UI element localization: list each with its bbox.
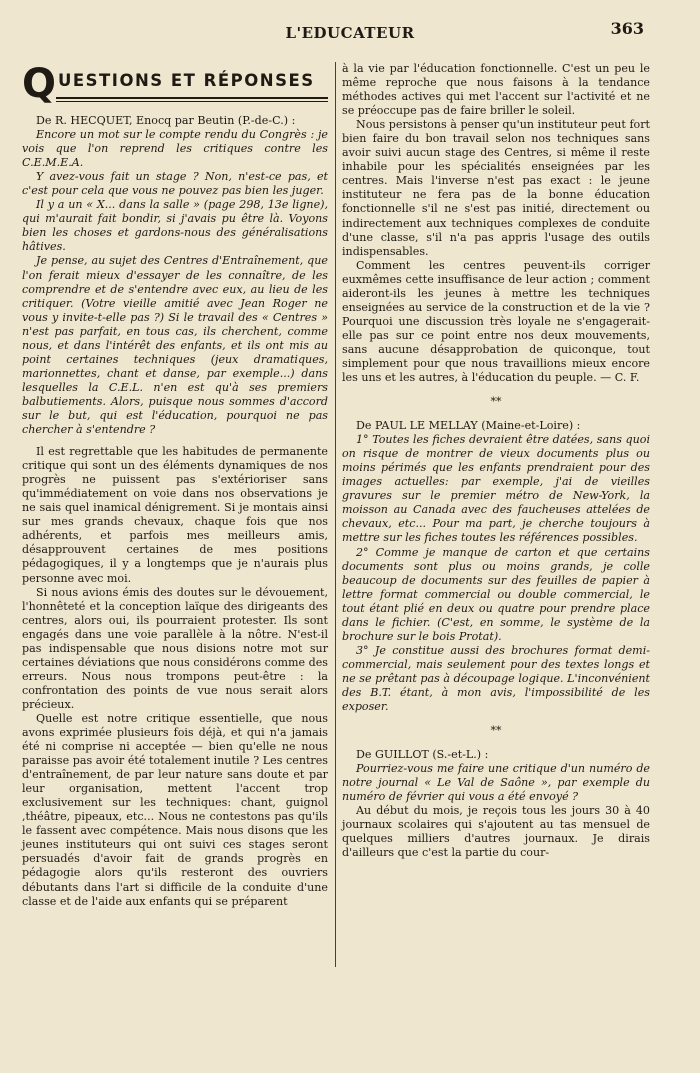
reply-paragraph: Si nous avions émis des doutes sur le dévouement, l'honnêteté et la conception laïque des dirigeants des centres, alors oui, ils pourraient protester. Ils sont engagés dans une voie parallèle à la nôtre. N'est-il pas indispensable que nous disions notre mot sur certaines déviations que nous considérons comme des erreurs. Nous nous trompons peut-être : la confrontation des points de vue nous serait alors précieux. <box>22 585 328 711</box>
page-number: 363 <box>610 19 644 38</box>
section-separator: ** <box>490 724 502 738</box>
reply-paragraph: à la vie par l'éducation fonctionnelle. C'est un peu le même reproche que nous faisons à la tendance méthodes actives qui met l'accent sur l'activité et ne se préoccupe pas de faire briller le soleil. <box>342 62 650 118</box>
left-column <box>22 62 328 909</box>
letter-hecquet-paragraph: Il y a un « X... dans la salle » (page 298, 13e ligne), qui m'aurait fait bondir, si j'avais pu être là. Voyons bien les choses et gardons-nous des généralisations hâtives. <box>22 198 328 254</box>
section-heading <box>22 62 328 108</box>
paragraph-gap <box>22 437 328 445</box>
heading-rule <box>56 97 328 99</box>
section-separator: ** <box>490 395 502 409</box>
right-column <box>342 62 650 860</box>
heading-rule-thin <box>56 101 328 102</box>
column-divider <box>335 62 336 967</box>
reply-paragraph: Nous persistons à penser qu'un instituteur peut fort bien faire du bon travail selon nos techniques sans avoir suivi aucun stage des Centres, si même il reste inhabile pour les spécialités enseignées par les centres. Mais l'inverse n'est pas exact : le jeune instituteur ne fera pas de la bonne éducation fonctionnelle s'il ne s'est pas initié, directement ou indirectement aux techniques complexes de conduite d'une classe, s'il n'a pas appris l'usage des outils indispensables. <box>342 118 650 258</box>
letter-mellay-paragraph: 2° Comme je manque de carton et que certains documents sont plus ou moins grands, je colle beaucoup de documents sur des feuilles de papier à lettre format commercial ou double commercial, le tout étant plié en deux ou quatre pour prendre place dans le fichier. (C'est, en somme, le système de la brochure sur le bois Protat). <box>342 545 650 643</box>
letter-hecquet-paragraph: Y avez-vous fait un stage ? Non, n'est-ce pas, et c'est pour cela que vous ne pouvez pas bien les juger. <box>22 170 328 198</box>
reply-paragraph: Au début du mois, je reçois tous les jours 30 à 40 journaux scolaires qui s'ajoutent au tas mensuel de quelques milliers d'autres journaux. Je dirais d'ailleurs que c'est la partie du cour- <box>342 804 650 860</box>
heading-text: UESTIONS ET RÉPONSES <box>58 71 315 90</box>
letter-guillot-paragraph: Pourriez-vous me faire une critique d'un numéro de notre journal « Le Val de Saône », par exemple du numéro de février qui vous a été envoyé ? <box>342 762 650 804</box>
journal-title: L'EDUCATEUR <box>285 24 415 42</box>
letter-mellay-paragraph: 1° Toutes les fiches devraient être datées, sans quoi on risque de montrer de vieux documents plus ou moins périmés que les enfants prendraient pour des images actuelles: par exemple, j'ai de vieilles gravures sur le premier métro de New-York, la moisson au Canada avec des faucheuses attelées de chevaux, etc... Pour ma part, je cherche toujours à mettre sur les fiches toutes les références possibles. <box>342 433 650 545</box>
letter-hecquet-paragraph: Encore un mot sur le compte rendu du Congrès : je vois que l'on reprend les critiques contre les C.E.M.E.A. <box>22 128 328 170</box>
reply-paragraph: Comment les centres peuvent-ils corriger euxmêmes cette insuffisance de leur action ; comment aideront-ils les jeunes à mettre les techniques enseignées au service de la construction et de la vie ? Pourquoi une discussion très loyale ne s'engagerait-elle pas sur ce point entre nos deux mouvements, sans aucune désapprobation de quiconque, tout simplement pour que nous travaillions mieux encore les uns et les autres, à l'éducation du peuple. — C. F. <box>342 258 650 385</box>
letter-hecquet-paragraph: Je pense, au sujet des Centres d'Entraînement, que l'on ferait mieux d'essayer de les connaître, de les comprendre et de s'entendre avec eux, au lieu de les critiquer. (Votre vieille amitié avec Jean Roger ne vous y invite-t-elle pas ?) Si le travail des « Centres » n'est pas parfait, en tous cas, ils cherchent, comme nous, et dans l'intérêt des enfants, et ils ont mis au point certaines techniques (jeux dramatiques, marionnettes, chant et danse, par exemple...) dans lesquelles la C.E.L. n'en est qu'à ses premiers balbutiements. Alors, puisque nous sommes d'accord sur le but, qui est l'éducation, pourquoi ne pas chercher à s'entendre ? <box>22 254 328 437</box>
letter-guillot-intro: De GUILLOT (S.-et-L.) : <box>356 748 489 762</box>
reply-paragraph: Il est regrettable que les habitudes de permanente critique qui sont un des éléments dynamiques de nos progrès ne puissent pas s'extérioriser sans qu'immédiatement on voie dans nos observations je ne sais quel inamical dénigrement. Si je montais ainsi sur mes grands chevaux, chaque fois que nos adhérents, et parfois mes meilleurs amis, désapprouvent certaines de mes positions pédagogiques, il y a longtemps que je n'aurais plus personne avec moi. <box>22 445 328 585</box>
letter-mellay-intro: De PAUL LE MELLAY (Maine-et-Loire) : <box>356 419 581 433</box>
heading-initial: Q <box>22 61 57 107</box>
reply-paragraph: Quelle est notre critique essentielle, que nous avons exprimée plusieurs fois déjà, et qui n'a jamais été ni comprise ni acceptée — bien qu'elle ne nous paraisse pas avoir été totalement inutile ? Les centres d'entraînement, de par leur nature sans doute et par leur organisation, mettent l'accent trop exclusivement sur les techniques: chant, guignol ,théâtre, pipeaux, etc... Nous ne contestons pas qu'ils le fassent avec compétence. Mais nous disons que les jeunes instituteurs qui ont suivi ces stages seront persuadés d'avoir fait de grands progrès en pédagogie alors qu'ils resteront des ouvriers débutants dans l'art si difficile de la conduite d'une classe et de l'aide aux enfants qui se préparent <box>22 711 328 908</box>
letter-mellay-paragraph: 3° Je constitue aussi des brochures format demi-commercial, mais seulement pour des textes longs et ne se prêtant pas à découpage logique. L'inconvénient des B.T. étant, à mon avis, l'impossibilité de les exposer. <box>342 643 650 714</box>
letter-hecquet-intro: De R. HECQUET, Enocq par Beutin (P.-de-C.) : <box>36 114 296 127</box>
